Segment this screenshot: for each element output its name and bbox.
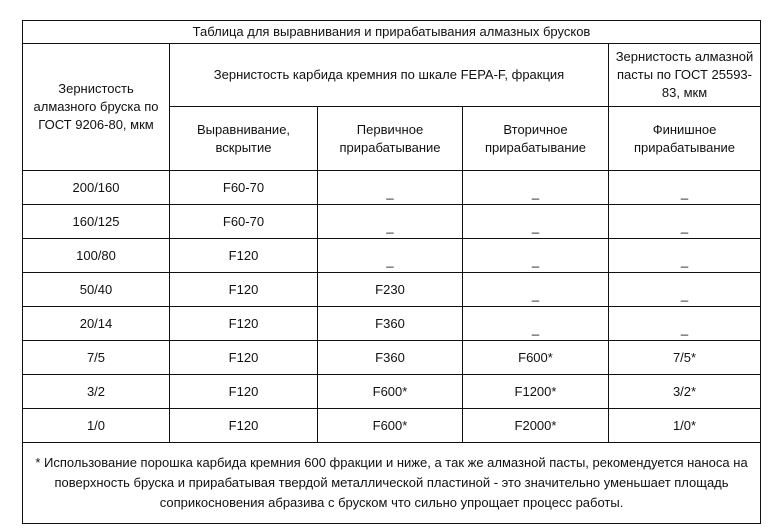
cell-leveling: F120 <box>170 409 318 443</box>
cell-grain: 1/0 <box>23 409 170 443</box>
document <box>22 20 760 524</box>
subheader-finish: Финишное прирабатывание <box>609 107 761 171</box>
cell-secondary: F2000* <box>463 409 609 443</box>
table-row <box>23 273 761 307</box>
cell-finish: 7/5* <box>609 341 761 375</box>
cell-finish: _ <box>609 171 761 205</box>
cell-secondary: F600* <box>463 341 609 375</box>
cell-primary: _ <box>318 171 463 205</box>
cell-finish: _ <box>609 205 761 239</box>
cell-secondary: _ <box>463 307 609 341</box>
cell-leveling: F120 <box>170 273 318 307</box>
cell-finish: 1/0* <box>609 409 761 443</box>
cell-leveling: F60-70 <box>170 171 318 205</box>
cell-primary: F600* <box>318 409 463 443</box>
cell-grain: 160/125 <box>23 205 170 239</box>
subheader-primary: Первичное прирабатывание <box>318 107 463 171</box>
cell-secondary: _ <box>463 205 609 239</box>
header-fepa: Зернистость карбида кремния по шкале FEPA-F, фракция <box>170 44 609 107</box>
cell-primary: F360 <box>318 341 463 375</box>
table-row <box>23 171 761 205</box>
cell-finish: _ <box>609 273 761 307</box>
cell-grain: 200/160 <box>23 171 170 205</box>
cell-grain: 100/80 <box>23 239 170 273</box>
subheader-secondary: Вторичное прирабатывание <box>463 107 609 171</box>
cell-leveling: F120 <box>170 341 318 375</box>
cell-grain: 20/14 <box>23 307 170 341</box>
abrasive-table <box>22 20 761 524</box>
table-row <box>23 409 761 443</box>
cell-grain: 7/5 <box>23 341 170 375</box>
cell-finish: _ <box>609 239 761 273</box>
header-paste: Зернистость алмазной пасты по ГОСТ 25593-83, мкм <box>609 44 761 107</box>
cell-finish: _ <box>609 307 761 341</box>
table-row <box>23 341 761 375</box>
subheader-leveling: Выравнивание, вскрытие <box>170 107 318 171</box>
cell-leveling: F60-70 <box>170 205 318 239</box>
cell-leveling: F120 <box>170 375 318 409</box>
table-row <box>23 205 761 239</box>
header-grain-size: Зернистость алмазного бруска по ГОСТ 9206-80, мкм <box>23 44 170 171</box>
table-row <box>23 375 761 409</box>
cell-primary: F600* <box>318 375 463 409</box>
cell-leveling: F120 <box>170 239 318 273</box>
cell-finish: 3/2* <box>609 375 761 409</box>
cell-primary: _ <box>318 239 463 273</box>
cell-primary: F230 <box>318 273 463 307</box>
cell-grain: 3/2 <box>23 375 170 409</box>
cell-secondary: F1200* <box>463 375 609 409</box>
table-row <box>23 307 761 341</box>
cell-secondary: _ <box>463 171 609 205</box>
cell-leveling: F120 <box>170 307 318 341</box>
cell-primary: _ <box>318 205 463 239</box>
cell-secondary: _ <box>463 239 609 273</box>
cell-secondary: _ <box>463 273 609 307</box>
cell-grain: 50/40 <box>23 273 170 307</box>
cell-primary: F360 <box>318 307 463 341</box>
footnote: * Использование порошка карбида кремния 600 фракции и ниже, а так же алмазной пасты, рекомендуется наноса на поверхность бруска и прирабатывая твердой металлической пластиной - это значительно уменьшает площадь соприкосновения абразива с бруском что сильно упрощает процесс работы. <box>23 443 761 524</box>
table-row <box>23 239 761 273</box>
table-title: Таблица для выравнивания и прирабатывания алмазных брусков <box>23 21 761 44</box>
